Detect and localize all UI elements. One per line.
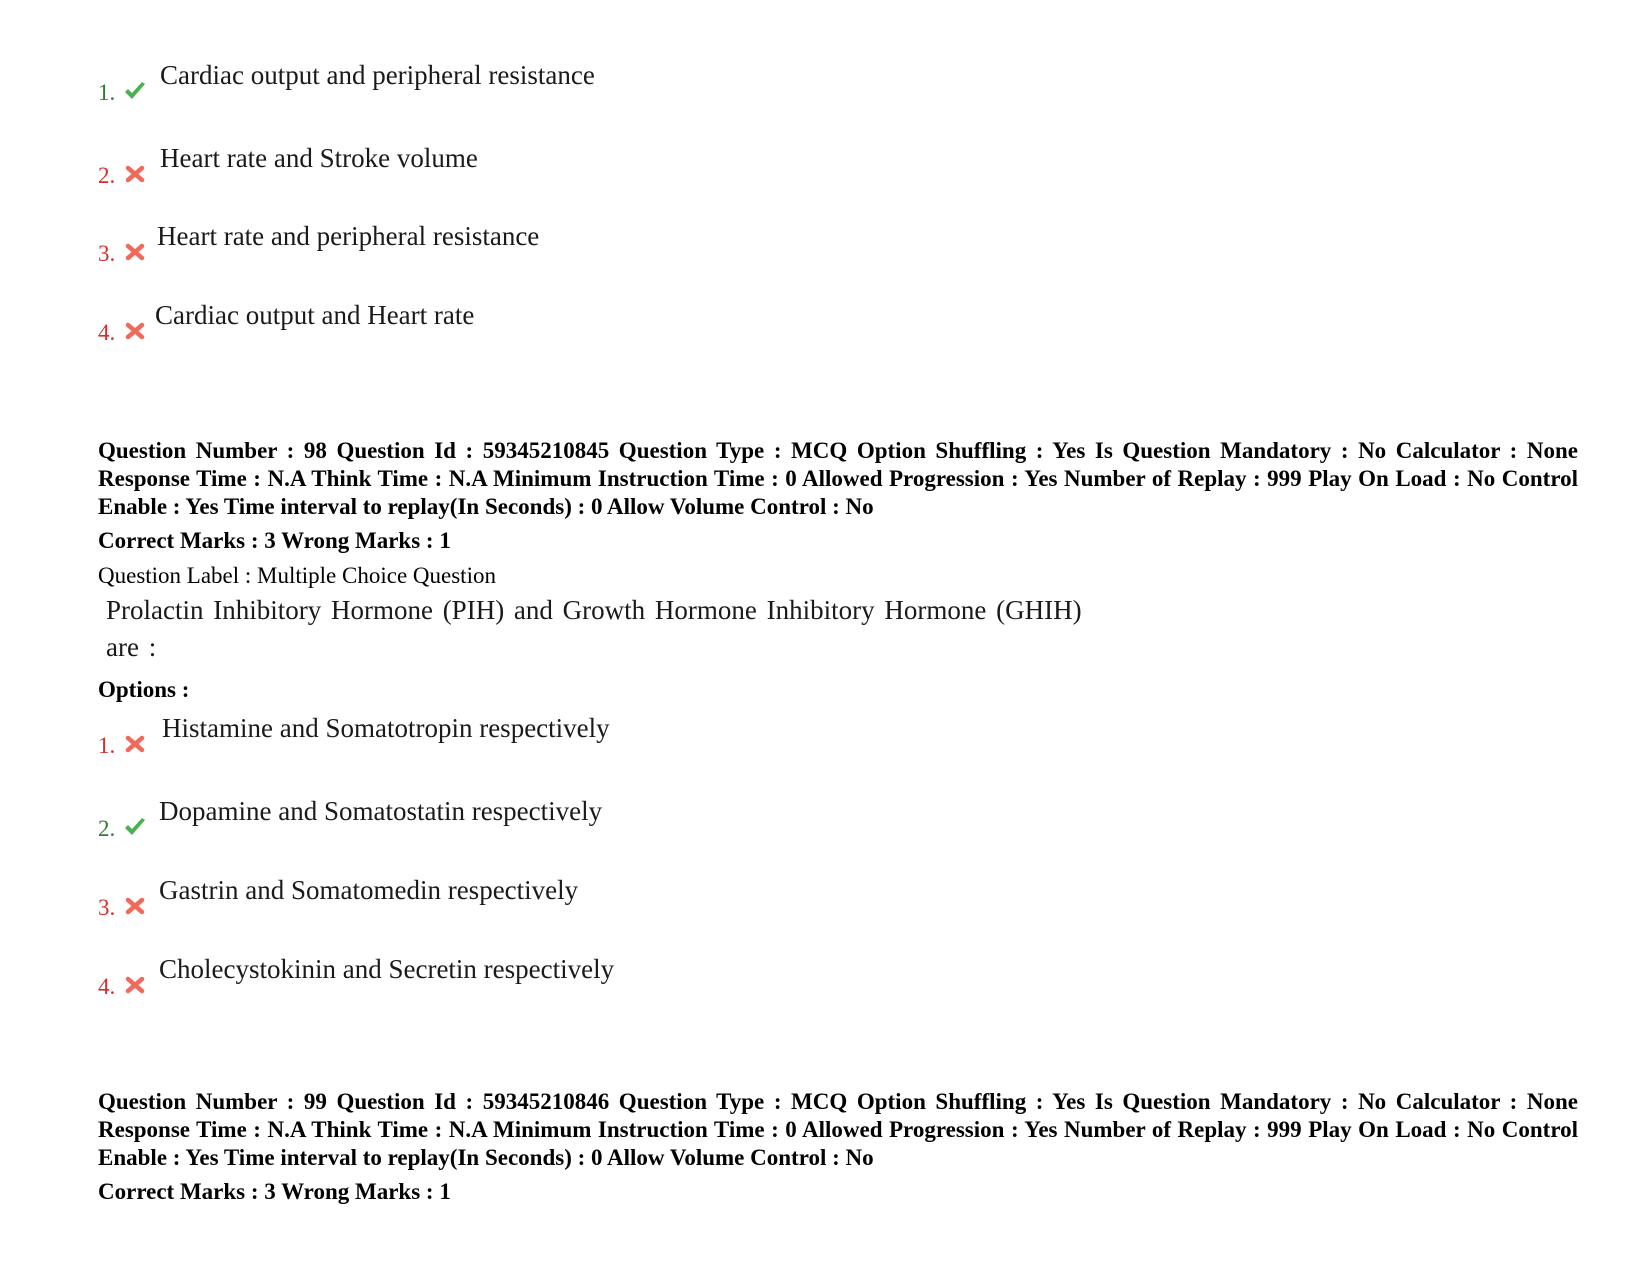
option-text: Cardiac output and peripheral resistance [160,60,595,90]
option-number: 3. [98,241,116,266]
option-number: 4. [98,320,116,345]
option-text: Gastrin and Somatomedin respectively [159,875,579,905]
option-text: Histamine and Somatotropin respectively [162,713,610,743]
check-icon [123,816,147,838]
cross-icon [123,320,147,342]
check-icon [123,80,147,102]
cross-icon [123,733,147,755]
option-number: 3. [98,895,116,920]
option-number: 2. [98,163,116,188]
option-text: Cholecystokinin and Secretin respectively [159,954,615,984]
question-98-meta: Question Number : 98 Question Id : 59345210845 Question Type : MCQ Option Shuffling : Yes Is Question Mandatory : No Calculator : None Response Time : N.A Think Time : N.A Minimum Instruction Time : 0 Allowed Progression : Yes Number of Replay : 999 Play On Load : No Control Enable : Yes Time interval to replay(In Seconds) : 0 Allow Volume Control : No [98,438,1578,519]
question-98-marks: Correct Marks : 3 Wrong Marks : 1 [98,528,451,553]
option-text: Dopamine and Somatostatin respectively [159,796,603,826]
question-98-text-line-1: Prolactin Inhibitory Hormone (PIH) and Growth Hormone Inhibitory Hormone (GHIH) [106,595,1082,625]
option-text: Cardiac output and Heart rate [155,300,475,330]
option-number: 1. [98,733,116,758]
question-98-text-line-2: are : [106,632,157,662]
option-number: 1. [98,80,116,105]
question-99-meta: Question Number : 99 Question Id : 59345210846 Question Type : MCQ Option Shuffling : Yes Is Question Mandatory : No Calculator : None Response Time : N.A Think Time : N.A Minimum Instruction Time : 0 Allowed Progression : Yes Number of Replay : 999 Play On Load : No Control Enable : Yes Time interval to replay(In Seconds) : 0 Allow Volume Control : No [98,1089,1578,1170]
cross-icon [123,974,147,996]
cross-icon [123,163,147,185]
question-99-marks: Correct Marks : 3 Wrong Marks : 1 [98,1179,451,1204]
cross-icon [123,241,147,263]
option-text: Heart rate and Stroke volume [160,143,478,173]
question-98-label: Question Label : Multiple Choice Question [98,563,496,588]
option-text: Heart rate and peripheral resistance [157,221,540,251]
cross-icon [123,895,147,917]
option-number: 4. [98,974,116,999]
option-number: 2. [98,816,116,841]
question-98-options-heading: Options : [98,677,190,702]
